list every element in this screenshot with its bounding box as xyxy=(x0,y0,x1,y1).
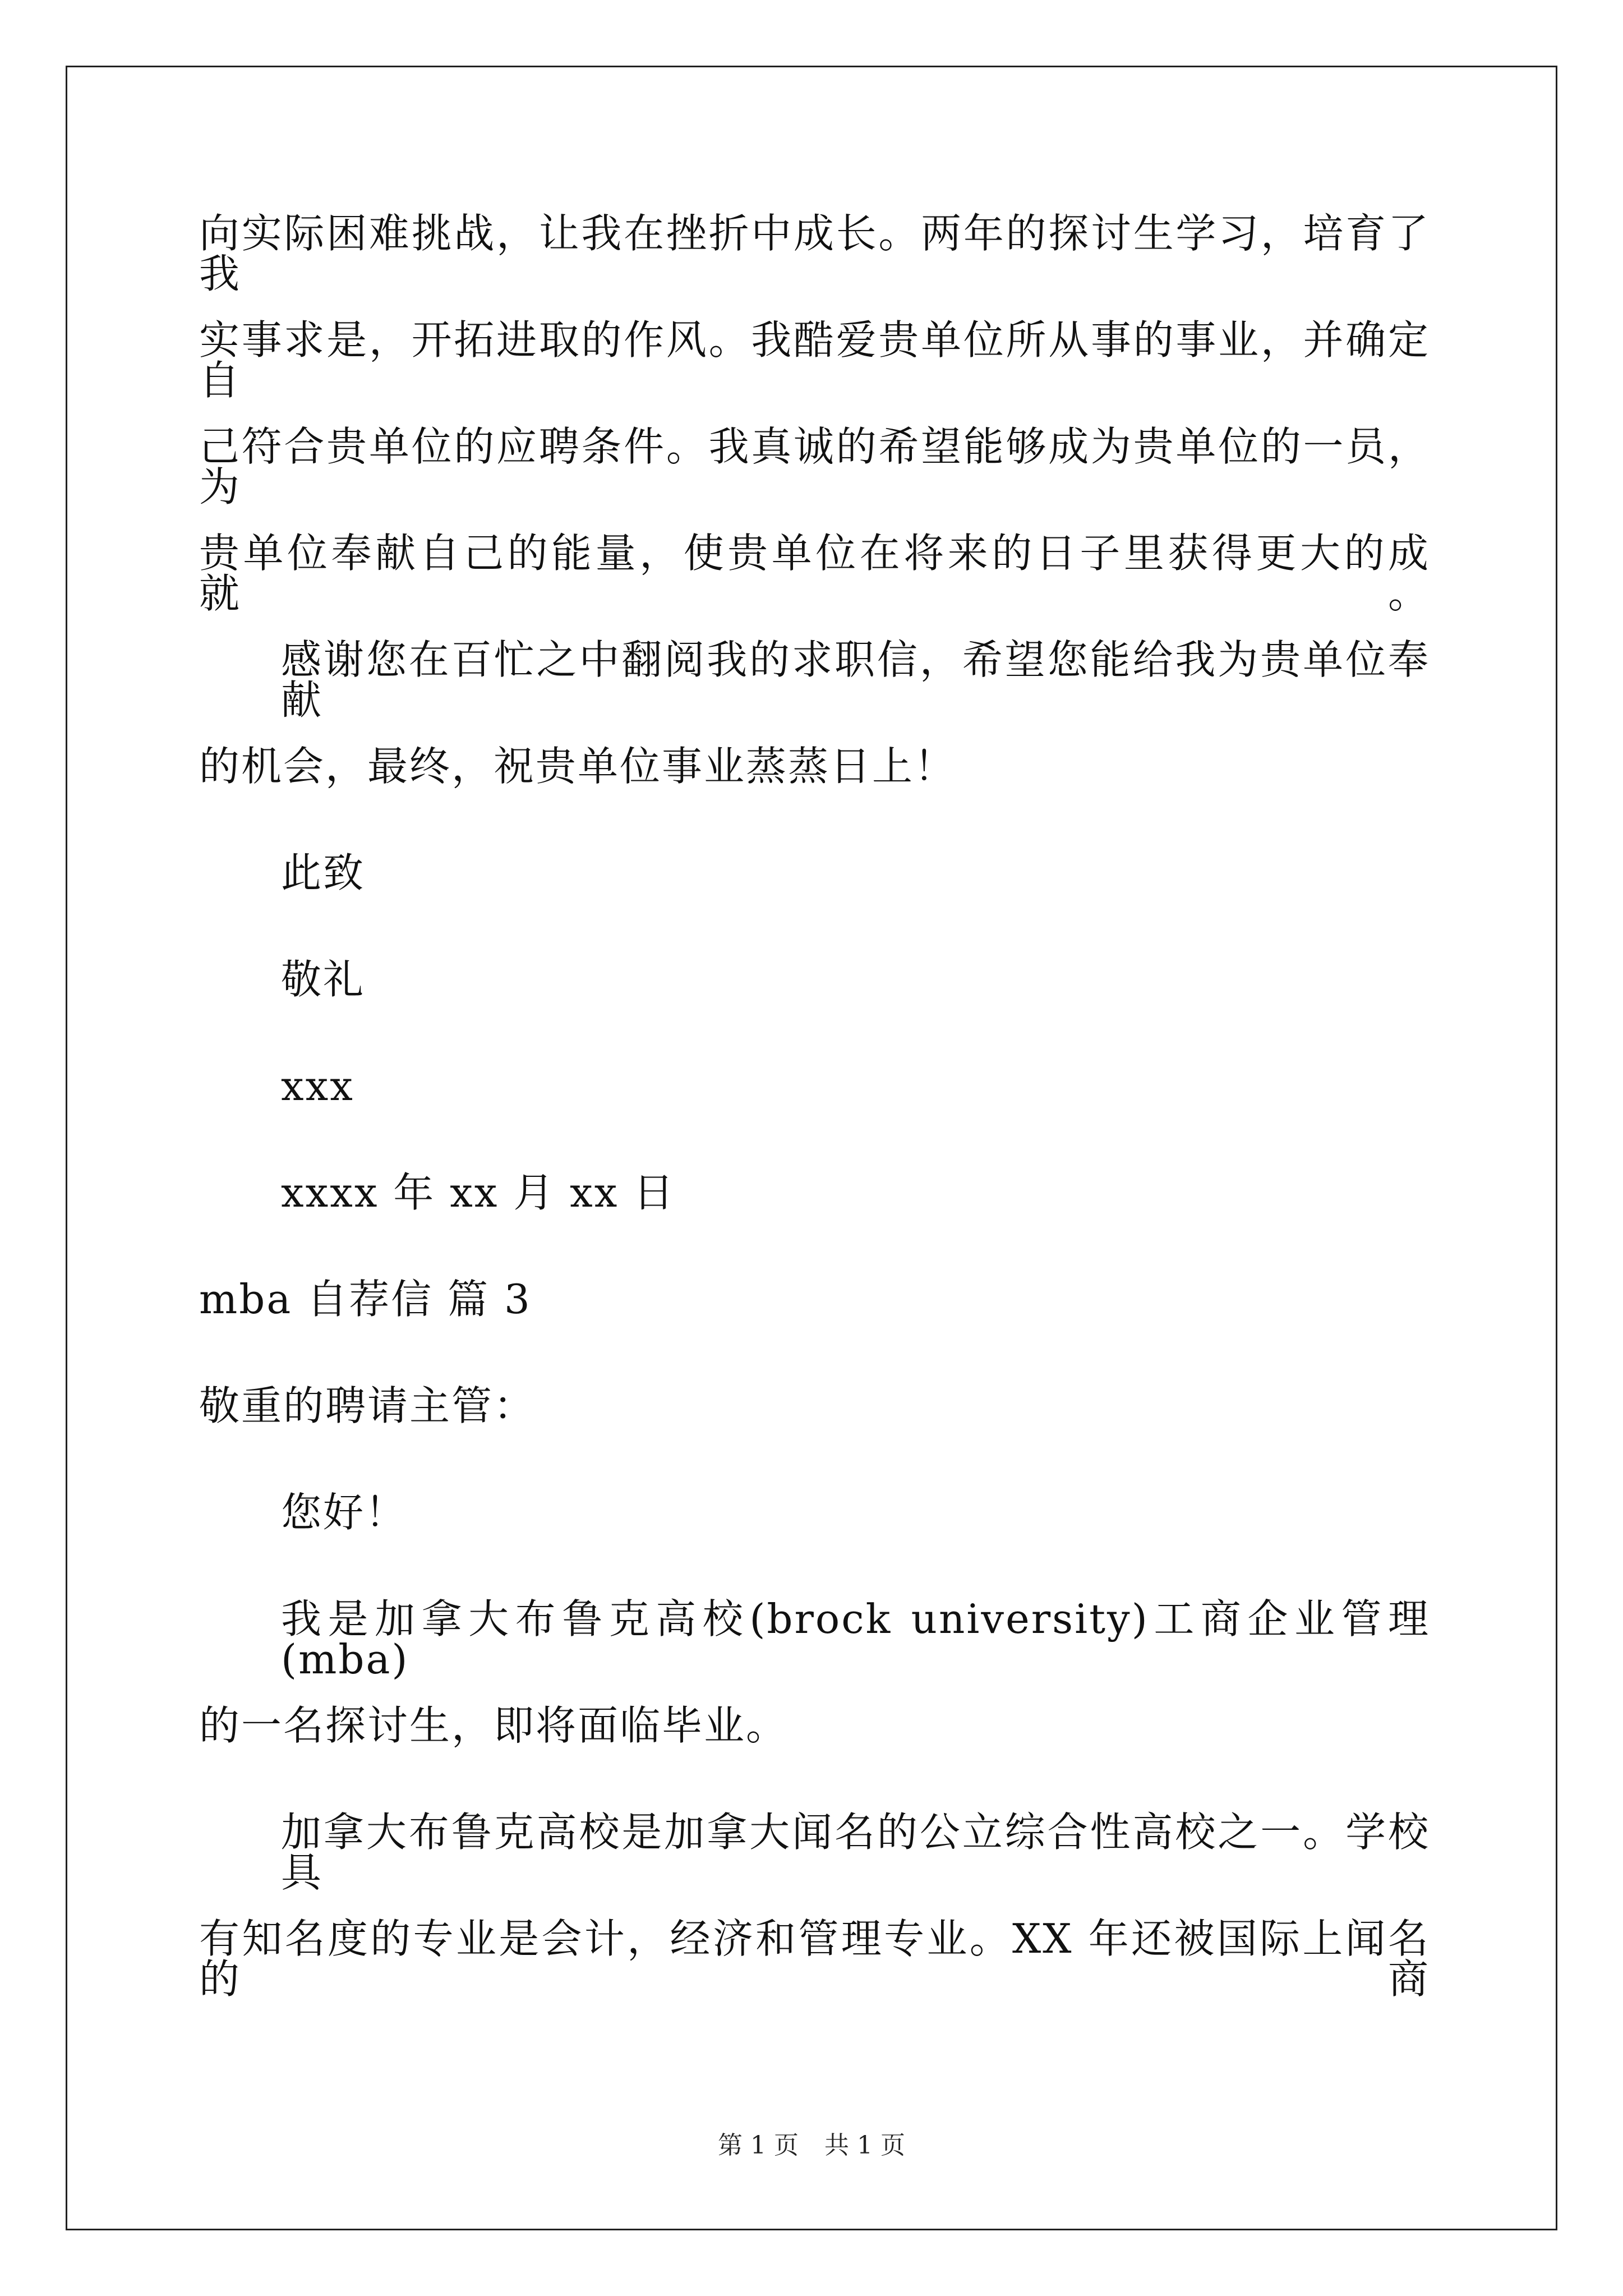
paragraph-line: 加拿大布鲁克高校是加拿大闻名的公立综合性高校之一。学校具 xyxy=(281,1809,1430,1896)
paragraph-line: 向实际困难挑战，让我在挫折中成长。两年的探讨生学习，培育了我 xyxy=(199,210,1430,297)
paragraph-line: 有知名度的专业是会计，经济和管理专业。XX 年还被国际上闻名的商 xyxy=(199,1915,1430,2003)
signature-name: xxx xyxy=(281,1062,354,1110)
closing-regards: 敬礼 xyxy=(281,956,366,1003)
letter-greeting: 敬重的聘请主管： xyxy=(199,1382,536,1429)
page-number-total: 共 1 页 xyxy=(824,2131,905,2160)
paragraph-line: 的一名探讨生，即将面临毕业。 xyxy=(199,1702,789,1749)
section-heading: mba 自荐信 篇 3 xyxy=(199,1276,532,1323)
paragraph-line: 贵单位奉献自己的能量，使贵单位在将来的日子里获得更大的成就。 xyxy=(199,530,1430,617)
closing-salutation: 此致 xyxy=(281,849,366,896)
signature-date: xxxx 年 xx 月 xx 日 xyxy=(281,1169,676,1216)
paragraph-line: 实事求是，开拓进取的作风。我酷爱贵单位所从事的事业，并确定自 xyxy=(199,316,1430,404)
letter-hello: 您好！ xyxy=(281,1489,408,1536)
page-number-current: 第 1 页 xyxy=(718,2131,799,2160)
page-footer xyxy=(0,2132,1623,2160)
paragraph-line: 感谢您在百忙之中翻阅我的求职信，希望您能给我为贵单位奉献 xyxy=(281,636,1430,724)
document-body xyxy=(199,210,1433,2025)
paragraph-line: 我是加拿大布鲁克高校(brock university)工商企业管理(mba) xyxy=(281,1595,1430,1683)
paragraph-line: 的机会，最终，祝贵单位事业蒸蒸日上！ xyxy=(199,743,957,790)
paragraph-line: 己符合贵单位的应聘条件。我真诚的希望能够成为贵单位的一员，为 xyxy=(199,423,1430,510)
